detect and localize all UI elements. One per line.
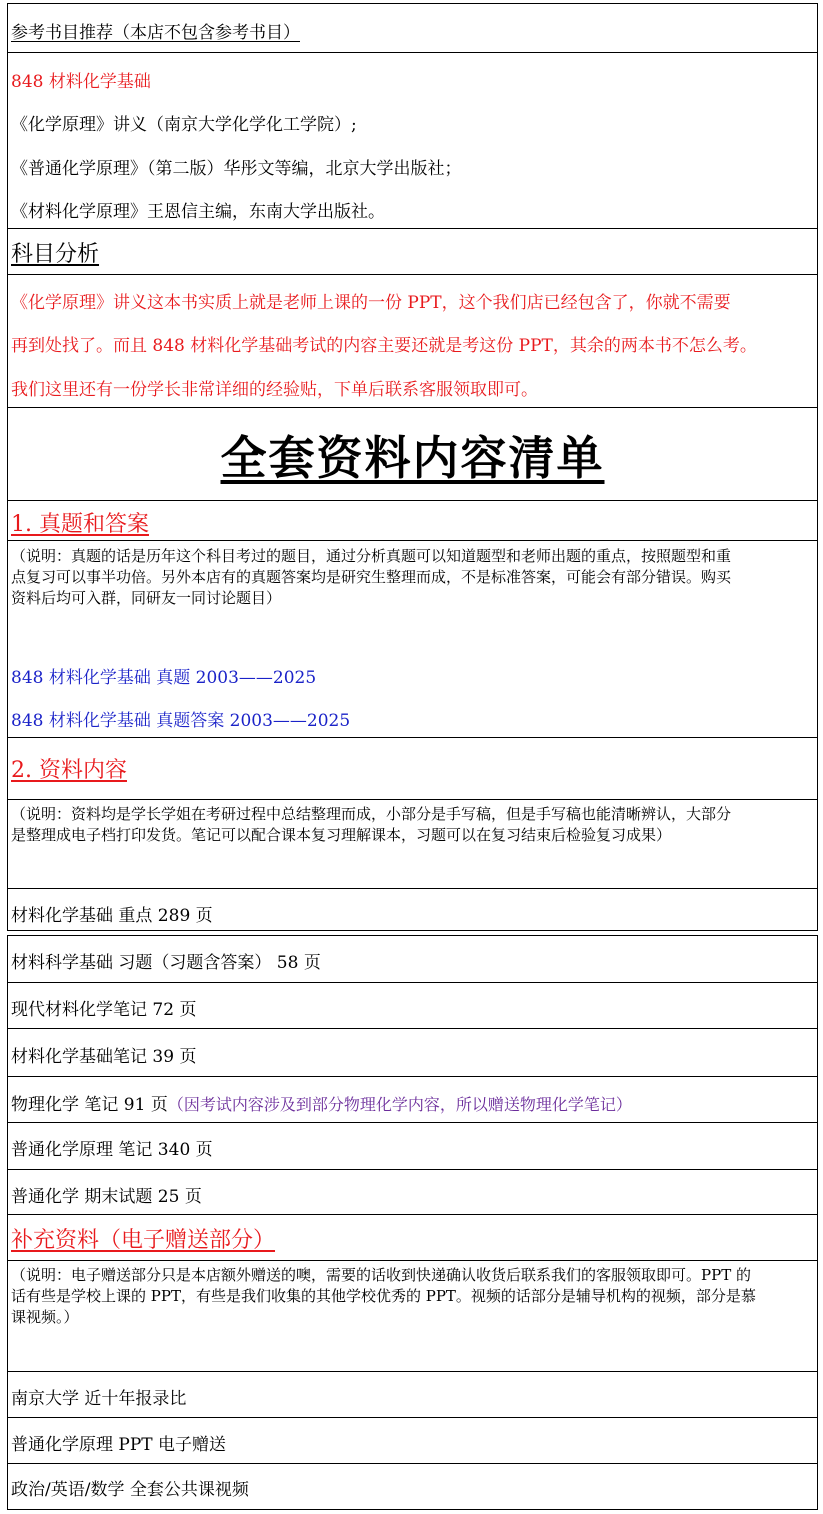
physchem-label: 物理化学 笔记 91 页: [11, 1095, 168, 1115]
material-item: 材料化学基础 重点 289 页: [11, 906, 213, 926]
material-item: 普通化学 期末试题 25 页: [11, 1187, 202, 1207]
material-row: [8, 1028, 817, 1076]
ref-books-row: [8, 52, 817, 228]
book-item: 《材料化学原理》王恩信主编，东南大学出版社。: [11, 202, 385, 222]
analysis-line: 我们这里还有一份学长非常详细的经验贴，下单后联系客服领取即可。: [11, 380, 538, 400]
section3-note-row: [8, 1260, 817, 1371]
section3-heading-row: [8, 1214, 817, 1260]
section3-heading: 补充资料（电子赠送部分）: [11, 1228, 276, 1253]
ref-heading-row: [8, 4, 817, 52]
section3-note-line: 课视频。）: [11, 1308, 79, 1326]
analysis-heading-row: [8, 228, 817, 274]
section2-note-line: 是整理成电子档打印发货。笔记可以配合课本复习理解课本，习题可以在复习结束后检验复习成果）: [11, 826, 672, 844]
bonus-item: 政治/英语/数学 全套公共课视频: [11, 1480, 249, 1500]
section2-note-line: （说明：资料均是学长学姐在考研过程中总结整理而成，小部分是手写稿，但是手写稿也能清晰辨认，大部分: [11, 805, 732, 823]
material-item: 普通化学原理 笔记 340 页: [11, 1140, 213, 1160]
materials-table: [7, 935, 818, 1510]
material-item: 材料化学基础笔记 39 页: [11, 1047, 197, 1067]
ref-heading: 参考书目推荐（本店不包含参考书目）: [11, 23, 300, 43]
material-row: [8, 1076, 817, 1122]
section2-note-row: [8, 799, 817, 888]
bonus-item: 普通化学原理 PPT 电子赠送: [11, 1435, 227, 1455]
book-item: 《化学原理》讲义（南京大学化学化工学院）;: [11, 115, 357, 135]
course-code: 848 材料化学基础: [11, 72, 151, 92]
material-row: [8, 888, 817, 932]
physchem-note: （因考试内容涉及到部分物理化学内容，所以赠送物理化学笔记）: [167, 1095, 632, 1114]
section1-note-line: 点复习可以事半功倍。另外本店有的真题答案均是研究生整理而成，不是标准答案，可能会有部分错误。购买: [11, 568, 732, 586]
section2-heading: 2. 资料内容: [11, 758, 127, 783]
material-row: [8, 982, 817, 1028]
material-item: 材料科学基础 习题（习题含答案） 58 页: [11, 953, 321, 973]
section2-heading-row: [8, 737, 817, 799]
exam-item: 848 材料化学基础 真题 2003——2025: [11, 668, 317, 688]
reference-table: [7, 3, 818, 931]
book-item: 《普通化学原理》（第二版）华彤文等编，北京大学出版社；: [11, 159, 462, 179]
analysis-heading: 科目分析: [11, 242, 100, 267]
section1-note-line: （说明：真题的话是历年这个科目考过的题目，通过分析真题可以知道题型和老师出题的重点，按照题型和重: [11, 547, 732, 565]
analysis-line: 再到处找了。而且 848 材料化学基础考试的内容主要还就是考这份 PPT，其余的两本书不怎么考。: [11, 336, 757, 356]
section1-heading-row: [8, 500, 817, 540]
title-row: [8, 407, 817, 500]
exam-item: 848 材料化学基础 真题答案 2003——2025: [11, 711, 351, 731]
bonus-row: [8, 1417, 817, 1463]
analysis-row: [8, 274, 817, 407]
material-row: [8, 936, 817, 982]
bonus-row: [8, 1463, 817, 1509]
material-item: [11, 1090, 632, 1115]
material-row: [8, 1122, 817, 1169]
page-title: 全套资料内容清单: [220, 431, 605, 485]
material-row: [8, 1169, 817, 1214]
section3-note-line: （说明：电子赠送部分只是本店额外赠送的噢，需要的话收到快递确认收货后联系我们的客服领取即可。PPT 的: [11, 1266, 751, 1284]
analysis-line: 《化学原理》讲义这本书实质上就是老师上课的一份 PPT，这个我们店已经包含了，你就不需要: [11, 293, 731, 313]
material-item: 现代材料化学笔记 72 页: [11, 1000, 197, 1020]
section3-note-line: 话有些是学校上课的 PPT，有些是我们收集的其他学校优秀的 PPT。视频的话部分是辅导机构的视频，部分是慕: [11, 1287, 756, 1305]
section1-note-line: 资料后均可入群，同研友一同讨论题目）: [11, 589, 282, 607]
section1-heading: 1. 真题和答案: [11, 512, 149, 537]
bonus-row: [8, 1371, 817, 1417]
section1-content-row: [8, 540, 817, 737]
bonus-item: 南京大学 近十年报录比: [11, 1389, 187, 1409]
